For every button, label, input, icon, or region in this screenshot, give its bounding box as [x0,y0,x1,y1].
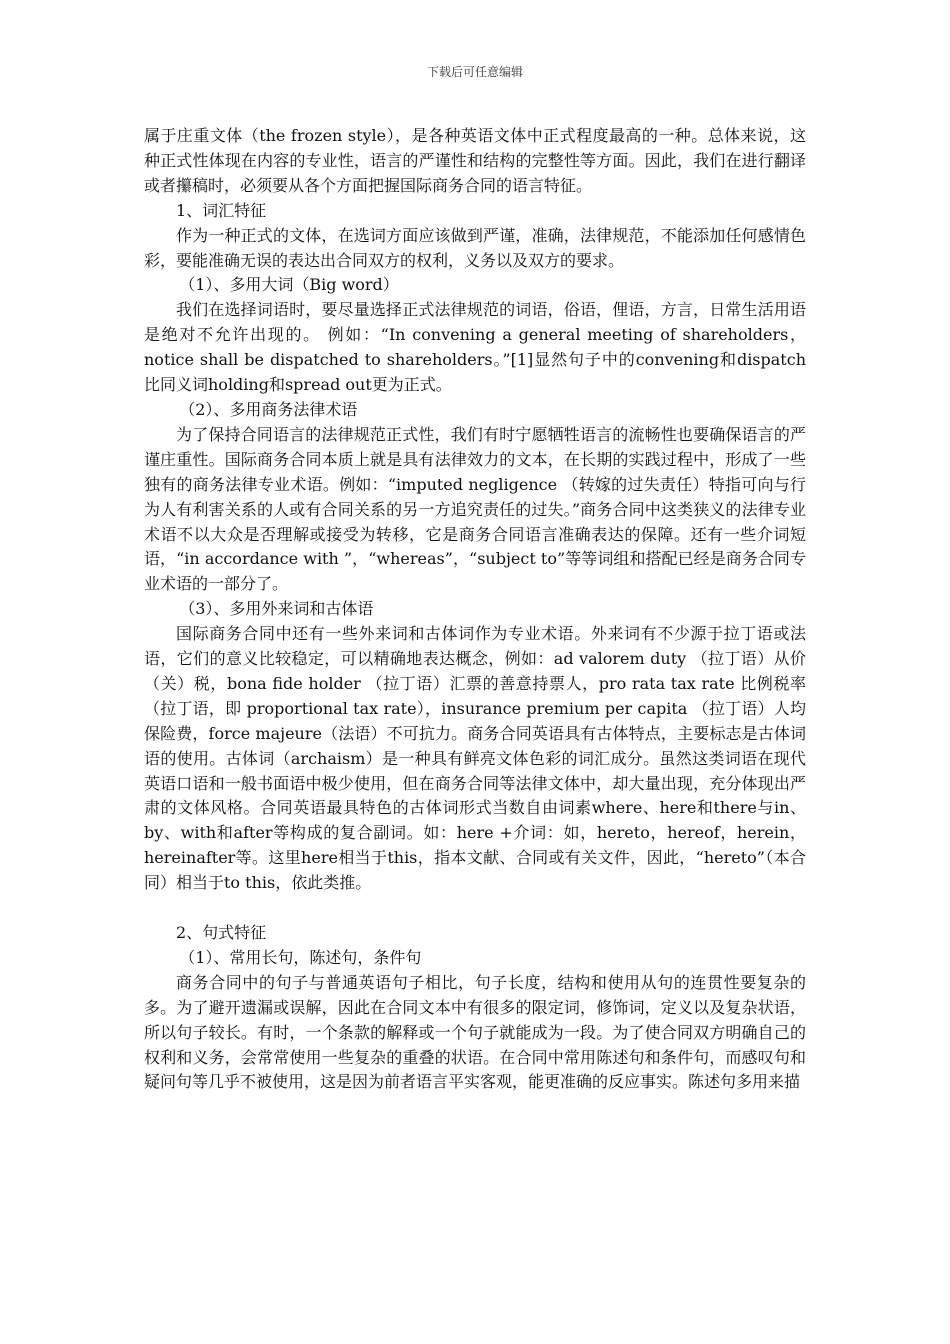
paragraph-big-words: 我们在选择词语时，要尽量选择正式法律规范的词语，俗语，俚语，方言，日常生活用语是绝对不允许出现的。 例如：“In convening a general meeting of shareholders， notice shall be dispatched to shareholders。”[1]显然句子中的convening和dispatch比同义词holding和spread out更为正式。 [144,300,806,395]
section-heading-sentence: 2、句式特征 [176,922,267,942]
paragraph-intro: 属于庄重文体（the frozen style），是各种英语文体中正式程度最高的一种。总体来说，这种正式性体现在内容的专业性，语言的严谨性和结构的完整性等方面。因此，我们在进行翻译或者攥稿时，必须要从各个方面把握国际商务合同的语言特征。 [144,126,806,195]
paragraph-legal-terms: 为了保持合同语言的法律规范正式性，我们有时宁愿牺牲语言的流畅性也要确保语言的严谨庄重性。国际商务合同本质上就是具有法律效力的文本，在长期的实践过程中，形成了一些独有的商务法律专业术语。例如：“imputed negligence （转嫁的过失责任）特指可向与行为人有利害关系的人或有合同关系的另一方追究责任的过失。”商务合同中这类狭义的法律专业术语不以大众是否理解或接受为转移，它是商务合同语言准确表达的保障。还有一些介词短语，“in accordance with ”，“whereas”，“subject to”等等词组和搭配已经是商务合同专业术语的一部分了。 [144,424,806,594]
section-heading-vocabulary: 1、词汇特征 [176,200,267,220]
subheading-legal-terms: （2）、多用商务法律术语 [179,399,358,419]
paragraph-vocabulary-intro: 作为一种正式的文体，在选词方面应该做到严谨，准确，法律规范，不能添加任何感情色彩，要能准确无误的表达出合同双方的权利，义务以及双方的要求。 [144,225,806,270]
document-body [144,124,806,1095]
blank-line [144,896,806,921]
page-header: 下载后可任意编辑 [426,65,523,79]
subheading-big-words: （1）、多用大词（Big word） [179,275,399,295]
paragraph-loanwords-archaisms: 国际商务合同中还有一些外来词和古体词作为专业术语。外来词有不少源于拉丁语或法语，它们的意义比较稳定，可以精确地表达概念，例如：ad valorem duty （拉丁语）从价（关）税，bona fide holder （拉丁语）汇票的善意持票人，pro rata tax rate 比例税率（拉丁语，即 proportional tax rate），insurance premium per capita （拉丁语）人均保险费，force majeure（法语）不可抗力。商务合同英语具有古体特点，主要标志是古体词语的使用。古体词（archaism）是一种具有鲜亮文体色彩的词汇成分。虽然这类词语在现代英语口语和一般书面语中极少使用，但在商务合同等法律文体中，却大量出现，充分体现出严肃的文体风格。合同英语最具特色的古体词形式当数自由词素where、here和there与in、by、with和after等构成的复合副词。如：here +介词：如，hereto，hereof，herein，hereinafter等。这里here相当于this，指本文献、合同或有关文件，因此，“hereto”（本合同）相当于to this，依此类推。 [144,624,806,893]
subheading-long-sentences: （1）、常用长句，陈述句，条件句 [179,947,422,967]
subheading-loanwords-archaisms: （3）、多用外来词和古体语 [179,599,374,619]
paragraph-long-sentences: 商务合同中的句子与普通英语句子相比，句子长度，结构和使用从句的连贯性要复杂的多。为了避开遗漏或误解，因此在合同文本中有很多的限定词，修饰词，定义以及复杂状语，所以句子较长。有时，一个条款的解释或一个句子就能成为一段。为了使合同双方明确自己的权利和义务，会常常使用一些复杂的重叠的状语。在合同中常用陈述句和条件句，而感叹句和疑问句等几乎不被使用，这是因为前者语言平实客观，能更准确的反应事实。陈述句多用来描 [144,972,806,1092]
